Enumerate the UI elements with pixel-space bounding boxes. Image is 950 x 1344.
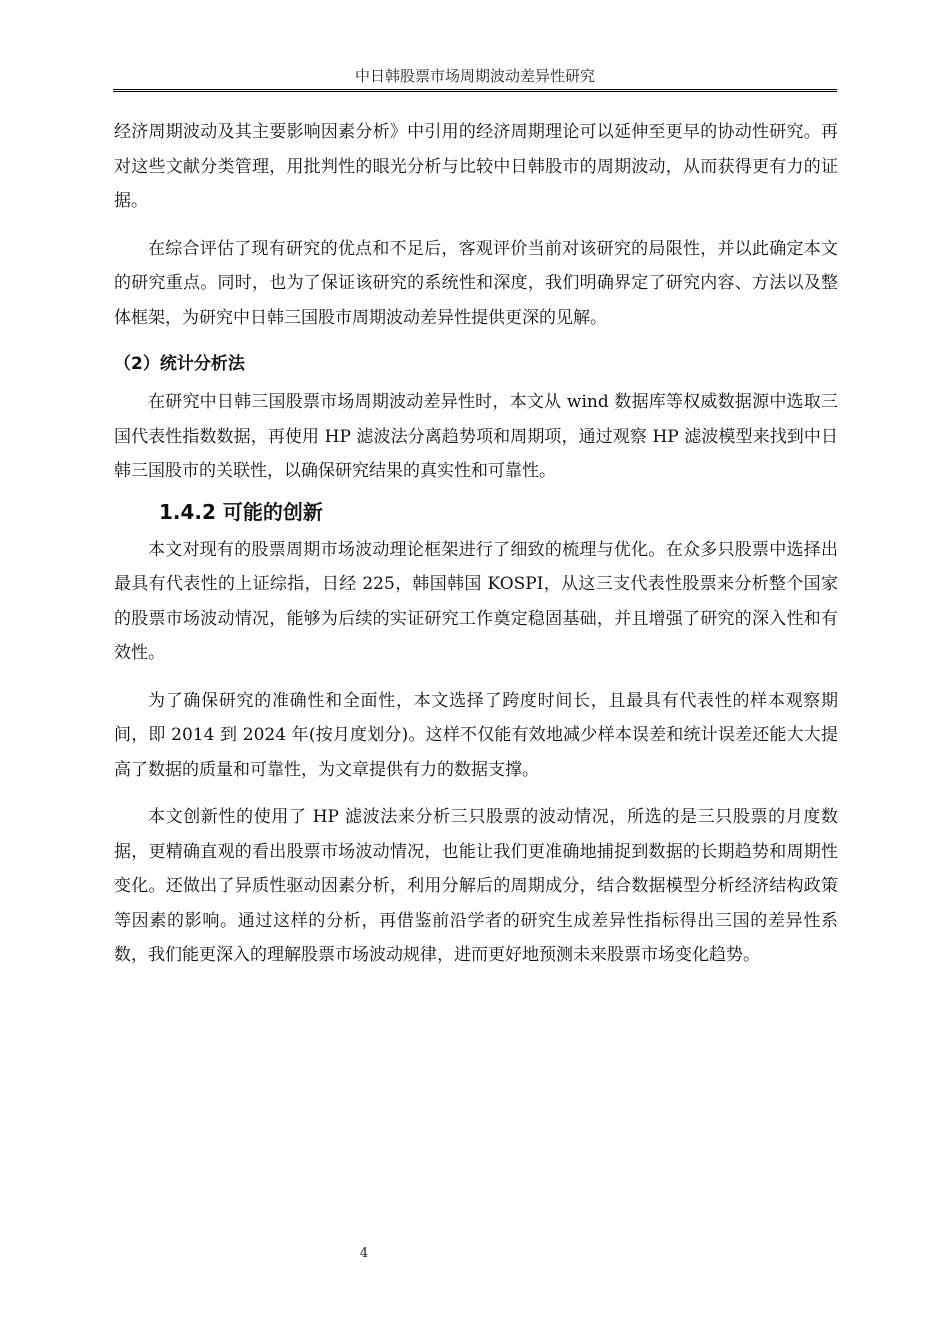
header-rule	[113, 89, 837, 92]
paragraph-innovation-sample: 为了确保研究的准确性和全面性，本文选择了跨度时间长，且最具有代表性的样本观察期间，即 2014 到 2024 年(按月度划分)。这样不仅能有效地减少样本误差和统计误差还能大大提高了数据的质量和可靠性，为文章提供有力的数据支撑。	[114, 690, 838, 780]
paragraph-evaluation: 在综合评估了现有研究的优点和不足后，客观评价当前对该研究的局限性，并以此确定本文的研究重点。同时，也为了保证该研究的系统性和深度，我们明确界定了研究内容、方法以及整体框架，为研究中日韩三国股市周期波动差异性提供更深的见解。	[114, 238, 838, 328]
heading-possible-innovation: 1.4.2 可能的创新	[159, 499, 323, 524]
paragraph-innovation-hp-filter: 本文创新性的使用了 HP 滤波法来分析三只股票的波动情况，所选的是三只股票的月度数据，更精确直观的看出股票市场波动情况，也能让我们更准确地捕捉到数据的长期趋势和周期性变化。还做出了异质性驱动因素分析，利用分解后的周期成分，结合数据模型分析经济结构政策等因素的影响。通过这样的分析，再借鉴前沿学者的研究生成差异性指标得出三国的差异性系数，我们能更深入的理解股票市场波动规律，进而更好地预测未来股票市场变化趋势。	[114, 807, 838, 965]
heading-statistical-analysis: （2）统计分析法	[114, 354, 245, 374]
page-number: 4	[359, 1246, 369, 1261]
paragraph-statistical-method: 在研究中日韩三国股票市场周期波动差异性时，本文从 wind 数据库等权威数据源中选取三国代表性指数数据，再使用 HP 滤波法分离趋势项和周期项，通过观察 HP 滤波模型来找到中日韩三国股市的关联性，以确保研究结果的真实性和可靠性。	[114, 392, 838, 481]
paragraph-innovation-framework: 本文对现有的股票周期市场波动理论框架进行了细致的梳理与优化。在众多只股票中选择出最具有代表性的上证综指，日经 225，韩国韩国 KOSPI，从这三支代表性股票来分析整个国家的股票市场波动情况，能够为后续的实证研究工作奠定稳固基础，并且增强了研究的深入性和有效性。	[114, 539, 838, 663]
page-body	[114, 115, 838, 973]
running-header: 中日韩股票市场周期波动差异性研究	[354, 67, 595, 85]
paragraph-continued-literature: 经济周期波动及其主要影响因素分析》中引用的经济周期理论可以延伸至更早的协动性研究。再对这些文献分类管理，用批判性的眼光分析与比较中日韩股市的周期波动，从而获得更有力的证据。	[114, 122, 838, 211]
